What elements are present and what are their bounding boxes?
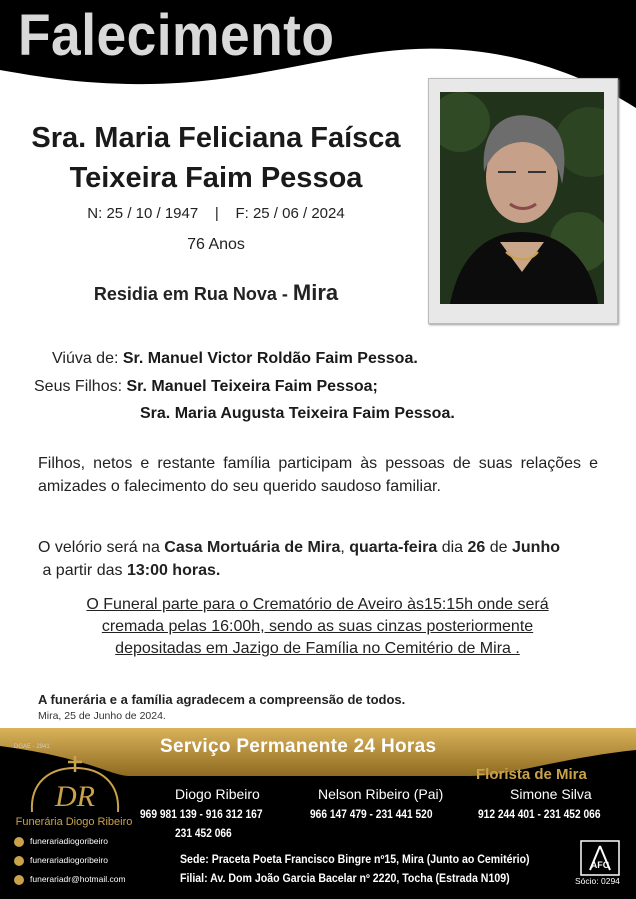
social-instagram[interactable] (14, 855, 108, 866)
child-1: Sr. Manuel Teixeira Faim Pessoa; (126, 378, 378, 395)
wake-text-4: de (485, 539, 512, 556)
contact-phone-3[interactable]: 912 244 401 - 231 452 066 (478, 807, 601, 821)
member-number: Sócio: 0294 (575, 876, 620, 886)
age: 76 Anos (187, 236, 245, 253)
funeral-home-logo (20, 754, 130, 820)
wake-text (38, 536, 603, 582)
place-date: Mira, 25 de Junho de 2024. (38, 710, 166, 722)
wake-text-2: , (340, 539, 350, 556)
facebook-handle: funerariadiogoribeiro (30, 836, 108, 846)
thanks-text: A funerária e a família agradecem a compreensão de todos. (38, 692, 406, 707)
wake-time: 13:00 horas. (126, 562, 221, 579)
association-logo-text: AFC (590, 860, 610, 870)
instagram-icon (14, 856, 24, 866)
deceased-name (0, 118, 432, 198)
announcement-text: Filhos, netos e restante família participam às pessoas de suas relações e amizades o falecimento do seu querido saudoso familiar. (38, 455, 598, 495)
children-line (34, 378, 378, 396)
residence-town: Mira (292, 280, 339, 305)
contact-name-3: Simone Silva (510, 786, 592, 802)
contact-name-2: Nelson Ribeiro (Pai) (318, 786, 444, 802)
contact-name-1: Diogo Ribeiro (175, 786, 260, 802)
children-label: Seus Filhos: (34, 378, 123, 395)
association-logo (580, 840, 620, 876)
widow-line (52, 350, 418, 368)
instagram-handle: funerariadiogoribeiro (30, 855, 108, 865)
name-line-1: Sra. Maria Feliciana Faísca (31, 122, 401, 154)
email-icon (14, 875, 24, 885)
child-2: Sra. Maria Augusta Teixeira Faim Pessoa. (140, 405, 455, 422)
address-branch: Filial: Av. Dom João Garcia Bacelar nº 2220, Tocha (Estrada N109) (180, 873, 510, 885)
funeral-line-2: cremada pelas 16:00h, sendo as suas cinzas posteriormente (101, 618, 534, 635)
contact-phone-1b[interactable]: 231 452 066 (175, 826, 232, 840)
funeral-text (30, 594, 605, 660)
wake-text-5: a partir das (38, 562, 127, 579)
name-line-2: Teixeira Faim Pessoa (69, 162, 363, 194)
email-address: funerariadr@hotmail.com (30, 874, 126, 884)
funeral-line-1: O Funeral parte para o Crematório de Aveiro às15:15h onde será (86, 596, 549, 613)
florist-name: Florista de Mira (476, 766, 587, 783)
deceased-photo (440, 92, 604, 304)
logo-letters: DR (55, 780, 95, 813)
wake-place: Casa Mortuária de Mira (164, 539, 341, 556)
wake-month: Junho (512, 539, 560, 556)
company-name: Funerária Diogo Ribeiro (15, 816, 133, 828)
social-email[interactable] (14, 874, 126, 885)
page-title: Falecimento (18, 3, 335, 68)
funeral-line-3: depositadas em Jazigo de Família no Cemitério de Mira . (115, 640, 520, 657)
residence (0, 280, 432, 306)
children-line-2 (140, 405, 455, 423)
wake-text-1: O velório será na (38, 539, 165, 556)
service-text: Serviço Permanente 24 Horas (160, 736, 437, 757)
portrait-image (440, 92, 604, 304)
contact-phone-2[interactable]: 966 147 479 - 231 441 520 (310, 807, 433, 821)
wake-date: 26 (467, 539, 486, 556)
widow-name: Sr. Manuel Victor Roldão Faim Pessoa. (122, 350, 418, 367)
wake-text-3: dia (437, 539, 468, 556)
social-facebook[interactable] (14, 836, 108, 847)
address-headquarters: Sede: Praceta Poeta Francisco Bingre nº15, Mira (Junto ao Cemitério) (180, 854, 530, 866)
dgae-number: DGAE - 2941 (14, 744, 50, 750)
contact-phone-1[interactable]: 969 981 139 - 916 312 167 (140, 807, 263, 821)
wake-day: quarta-feira (349, 539, 438, 556)
widow-label: Viúva de: (52, 350, 119, 367)
birth-death-dates: N: 25 / 10 / 1947 | F: 25 / 06 / 2024 (87, 205, 345, 222)
facebook-icon (14, 837, 24, 847)
residence-prefix: Residia em Rua Nova - (93, 284, 293, 304)
